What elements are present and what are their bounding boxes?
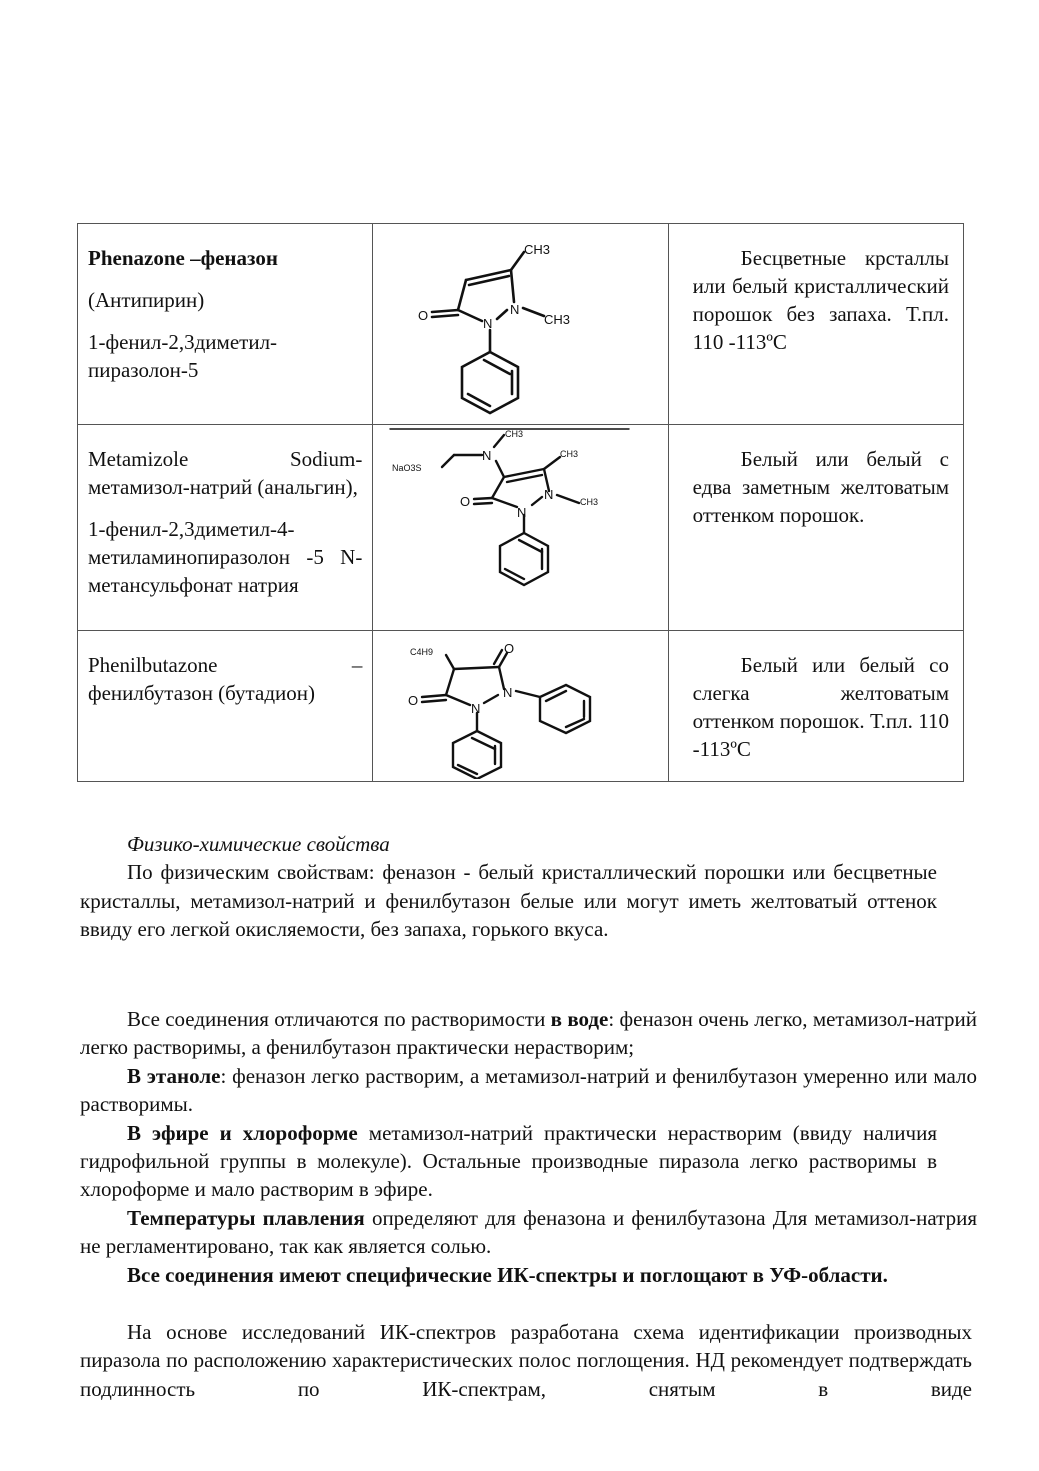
svg-text:N: N: [470, 701, 481, 716]
compound-name: Phenazone –феназон: [88, 246, 278, 270]
paragraph: Все соединения отличаются по растворимости в воде: феназон очень легко, метамизол-натрий легко растворимы, а фенилбутазон практически нерастворим;: [80, 1007, 977, 1060]
paragraph: В этаноле: феназон легко растворим, а метамизол-натрий и фенилбутазон умеренно или мало растворимы.: [80, 1063, 977, 1117]
svg-text:N: N: [516, 505, 527, 520]
svg-text:CH3: CH3: [559, 449, 578, 459]
ir-section: [80, 1318, 972, 1403]
svg-text:N: N: [502, 685, 513, 700]
compound-name-cell: [78, 224, 373, 425]
paragraph: Все соединения имеют специфические ИК-спектры и поглощают в УФ-области.: [127, 1262, 888, 1287]
compound-name-cell: [78, 425, 373, 631]
svg-text:O: O: [407, 693, 419, 708]
structure-cell: [373, 631, 668, 782]
compound-description: Бесцветные крсталлы или белый кристаллический порошок без запаха. Т.пл. 110 -113ºС: [692, 246, 949, 354]
svg-text:N: N: [543, 487, 554, 502]
description-cell: [668, 425, 963, 631]
svg-text:CH3: CH3: [523, 242, 550, 257]
compound-name: Phenilbutazone – фенилбутазон (бутадион): [88, 653, 363, 705]
svg-text:N: N: [481, 448, 492, 463]
compound-iupac: 1-фенил-2,3диметил-пиразолон-5: [88, 330, 278, 382]
paragraph: По физическим свойствам: феназон - белый кристаллический порошки или бесцветные кристаллы, метамизол-натрий и фенилбутазон белые или могут иметь желтоватый оттенок ввиду его легкой окисляемости, без запаха, горького вкуса.: [80, 860, 937, 942]
structure-cell: [373, 425, 668, 631]
compound-name: Metamizole Sodium-метамизол-натрий (анальгин),: [88, 447, 363, 499]
svg-text:CH3: CH3: [543, 312, 570, 327]
svg-text:N: N: [509, 302, 520, 317]
solubility-section: [80, 1005, 977, 1289]
compound-description: Белый или белый с едва заметным желтоватым оттенком порошок.: [692, 447, 949, 527]
svg-text:CH3: CH3: [504, 429, 523, 439]
svg-text:O: O: [503, 641, 515, 656]
compound-name-cell: [78, 631, 373, 782]
phenazone-structure-icon: [374, 224, 667, 422]
properties-section: [80, 830, 937, 944]
compound-description: Белый или белый со слегка желтоватым оттенком порошок. Т.пл. 110 -113ºС: [692, 653, 949, 761]
description-cell: [668, 224, 963, 425]
compound-synonym: (Антипирин): [88, 288, 205, 312]
section-heading: Физико-химические свойства: [127, 832, 390, 856]
table-row: [78, 631, 964, 782]
table-row: [78, 224, 964, 425]
description-cell: [668, 631, 963, 782]
table-row: [78, 425, 964, 631]
structure-cell: [373, 224, 668, 425]
svg-text:O: O: [459, 494, 471, 509]
compounds-table: [77, 223, 964, 782]
svg-text:CH3: CH3: [579, 497, 598, 507]
svg-text:C4H9: C4H9: [409, 647, 433, 657]
phenylbutazone-structure-icon: [374, 631, 667, 779]
metamizole-structure-icon: [374, 425, 667, 625]
paragraph: На основе исследований ИК-спектров разработана схема идентификации производных пиразола по расположению характеристических полос поглощения. НД рекомендует подтверждать подлинность по ИК-спектрам, снятым в виде: [80, 1320, 972, 1401]
compound-iupac: 1-фенил-2,3диметил-4-метиламинопиразолон -5 N-метансульфонат натрия: [88, 517, 363, 597]
svg-text:O: O: [417, 308, 429, 323]
svg-text:N: N: [482, 316, 493, 331]
paragraph: В эфире и хлороформе метамизол-натрий практически нерастворим (ввиду наличия гидрофильной группы в молекуле). Остальные производные пиразола легко растворимы в хлороформе и мало растворим в эфире.: [80, 1120, 937, 1202]
paragraph: Температуры плавления определяют для феназона и фенилбутазона Для метамизол-натрия не регламентировано, так как является солью.: [80, 1205, 977, 1259]
svg-text:NaO3S: NaO3S: [391, 463, 422, 473]
